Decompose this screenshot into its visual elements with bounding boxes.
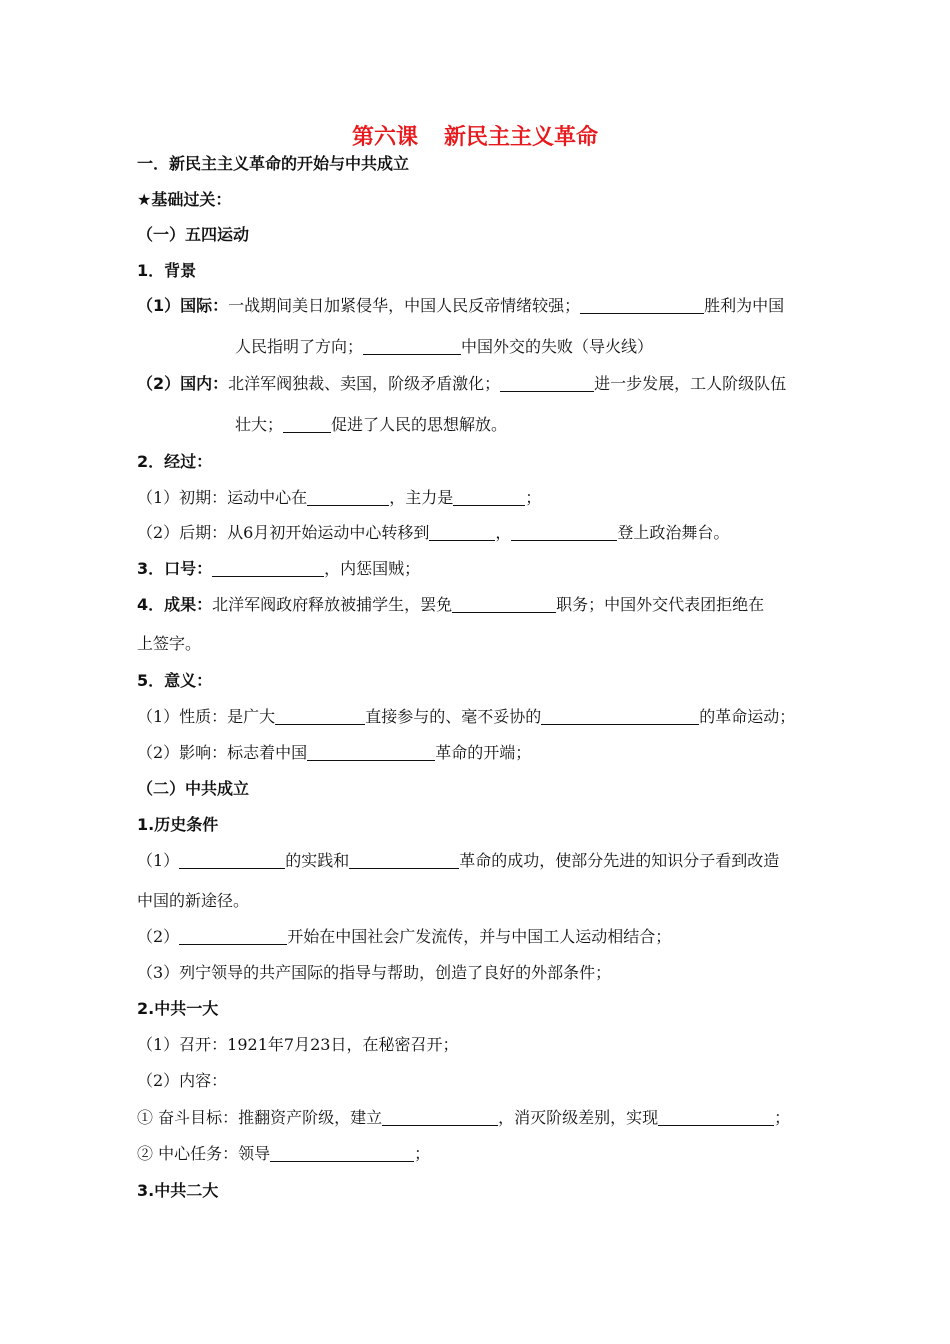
condition-3: （3）列宁领导的共产国际的指导与帮助，创造了良好的外部条件；: [137, 963, 612, 982]
domestic-label: （2）国内：: [137, 374, 229, 393]
conditions-heading: 1.历史条件: [137, 815, 219, 834]
fill-blank[interactable]: [500, 375, 594, 392]
lesson-number: 第六课: [351, 125, 418, 150]
course-early: （1）初期：运动中心在 ，主力是 ；: [137, 488, 542, 507]
second-congress-heading: 3.中共二大: [137, 1181, 219, 1200]
fill-blank[interactable]: [179, 928, 287, 945]
slogan: 3．口号： ，内惩国贼；: [137, 559, 421, 578]
fill-blank[interactable]: [283, 416, 331, 433]
result-cont: 上签字。: [137, 634, 202, 653]
fill-blank[interactable]: [307, 489, 389, 506]
fill-blank[interactable]: [179, 852, 285, 869]
result-label: 4．成果：: [137, 595, 213, 614]
fill-blank[interactable]: [658, 1109, 774, 1126]
first-congress-task: ② 中心任务：领导 ；: [137, 1144, 431, 1163]
basics-heading: ★基础过关：: [137, 190, 232, 209]
result: 4．成果：北洋军阀政府释放被捕学生，罢免 职务；中国外交代表团拒绝在: [137, 595, 765, 614]
first-congress-content: （2）内容：: [137, 1071, 228, 1090]
fill-blank[interactable]: [307, 744, 435, 761]
section-heading: 一．新民主主义革命的开始与中共成立: [137, 154, 410, 173]
condition-1: （1） 的实践和 革命的成功，使部分先进的知识分子看到改造: [137, 851, 780, 870]
subsection-may-fourth: （一）五四运动: [137, 225, 250, 244]
international-label: （1）国际：: [137, 296, 229, 315]
fill-blank[interactable]: [541, 708, 699, 725]
slogan-label: 3．口号：: [137, 559, 213, 578]
first-congress-goal: ① 奋斗目标：推翻资产阶级，建立 ，消灭阶级差别，实现 ；: [137, 1108, 791, 1127]
fill-blank[interactable]: [453, 489, 525, 506]
fill-blank[interactable]: [429, 524, 495, 541]
course-heading: 2．经过：: [137, 452, 213, 471]
meaning-nature: （1）性质：是广大 直接参与的、毫不妥协的 的革命运动；: [137, 707, 796, 726]
fill-blank[interactable]: [275, 708, 365, 725]
fill-blank[interactable]: [212, 560, 324, 577]
background-domestic: （2）国内：北洋军阀独裁、卖国，阶级矛盾激化； 进一步发展，工人阶级队伍: [137, 374, 787, 393]
condition-1-cont: 中国的新途径。: [137, 891, 250, 910]
fill-blank[interactable]: [382, 1109, 498, 1126]
meaning-heading: 5．意义：: [137, 671, 213, 690]
subsection-cpc-founding: （二）中共成立: [137, 779, 250, 798]
fill-blank[interactable]: [580, 297, 704, 314]
background-international: （1）国际：一战期间美日加紧侵华，中国人民反帝情绪较强； 胜利为中国: [137, 296, 785, 315]
fill-blank[interactable]: [349, 852, 459, 869]
page-title: [0, 124, 950, 152]
background-international-cont: 人民指明了方向； 中国外交的失败（导火线）: [235, 337, 654, 356]
first-congress-heading: 2.中共一大: [137, 999, 219, 1018]
fill-blank[interactable]: [363, 338, 461, 355]
course-late: （2）后期：从6月初开始运动中心转移到 ， 登上政治舞台。: [137, 523, 730, 542]
condition-2: （2） 开始在中国社会广发流传，并与中国工人运动相结合；: [137, 927, 672, 946]
background-domestic-cont: 壮大； 促进了人民的思想解放。: [235, 415, 508, 434]
meaning-impact: （2）影响：标志着中国 革命的开端；: [137, 743, 532, 762]
fill-blank[interactable]: [270, 1145, 414, 1162]
lesson-title: 新民主主义革命: [444, 125, 599, 150]
background-heading: 1．背景: [137, 261, 197, 280]
fill-blank[interactable]: [511, 524, 617, 541]
fill-blank[interactable]: [452, 596, 556, 613]
first-congress-open: （1）召开：1921年7月23日，在秘密召开；: [137, 1035, 459, 1054]
